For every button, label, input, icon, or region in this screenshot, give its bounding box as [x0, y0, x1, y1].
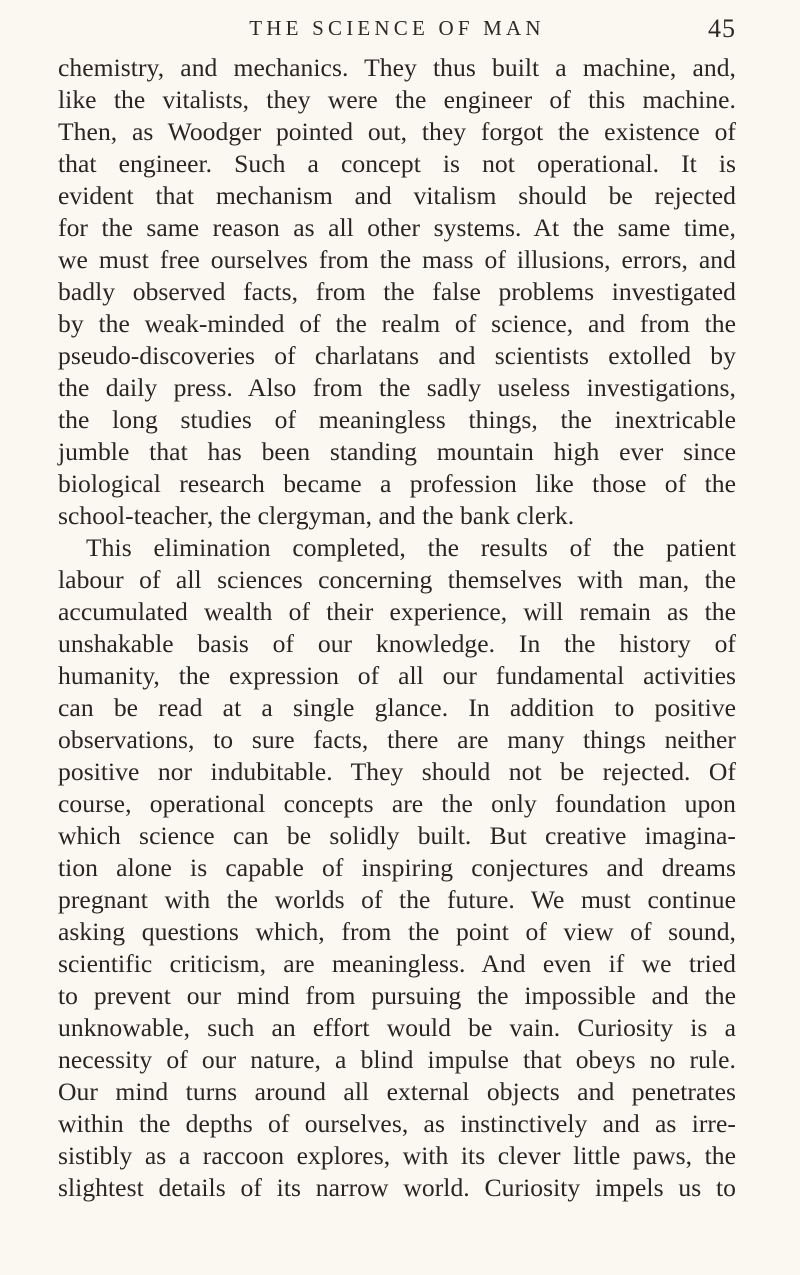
text-line: by the weak-minded of the realm of science, and from the: [58, 309, 736, 338]
running-title: THE SCIENCE OF MAN: [249, 16, 545, 40]
text-line: we must free ourselves from the mass of illusions, errors, and: [58, 245, 736, 274]
text-line: which science can be solidly built. But creative imagina-: [58, 821, 736, 850]
text-line: school-teacher, the clergyman, and the bank clerk.: [58, 501, 575, 530]
page-number: 45: [708, 14, 736, 43]
text-line: can be read at a single glance. In addition to positive: [58, 693, 736, 722]
text-line: biological research became a profession like those of the: [58, 469, 736, 498]
text-line: sistibly as a raccoon explores, with its clever little paws, the: [58, 1141, 736, 1170]
text-line: labour of all sciences concerning themselves with man, the: [58, 565, 736, 594]
body-text: [58, 52, 736, 1204]
text-line: asking questions which, from the point of view of sound,: [58, 917, 736, 946]
text-line: unknowable, such an effort would be vain. Curiosity is a: [58, 1013, 736, 1042]
text-line: the daily press. Also from the sadly useless investigations,: [58, 373, 736, 402]
text-line: humanity, the expression of all our fundamental activities: [58, 661, 736, 690]
text-line: badly observed facts, from the false problems investigated: [58, 277, 736, 306]
text-line: pseudo-discoveries of charlatans and scientists extolled by: [58, 341, 736, 370]
text-line: Then, as Woodger pointed out, they forgot the existence of: [58, 117, 736, 146]
text-line: observations, to sure facts, there are many things neither: [58, 725, 736, 754]
text-line: evident that mechanism and vitalism should be rejected: [58, 181, 736, 210]
book-page: [58, 14, 736, 1204]
text-line: pregnant with the worlds of the future. We must continue: [58, 885, 736, 914]
text-line: jumble that has been standing mountain high ever since: [58, 437, 736, 466]
text-line: scientific criticism, are meaningless. And even if we tried: [58, 949, 736, 978]
text-line: unshakable basis of our knowledge. In the history of: [58, 629, 736, 658]
text-line: necessity of our nature, a blind impulse that obeys no rule.: [58, 1045, 736, 1074]
text-line: to prevent our mind from pursuing the impossible and the: [58, 981, 736, 1010]
text-line: within the depths of ourselves, as instinctively and as irre-: [58, 1109, 736, 1138]
text-line: chemistry, and mechanics. They thus built a machine, and,: [58, 53, 736, 82]
running-header: [58, 14, 736, 44]
text-line: course, operational concepts are the only foundation upon: [58, 789, 736, 818]
text-line: like the vitalists, they were the engineer of this machine.: [58, 85, 736, 114]
text-line: slightest details of its narrow world. Curiosity impels us to: [58, 1173, 736, 1202]
text-line: the long studies of meaningless things, the inextricable: [58, 405, 736, 434]
text-line: Our mind turns around all external objects and penetrates: [58, 1077, 736, 1106]
text-line: tion alone is capable of inspiring conjectures and dreams: [58, 853, 736, 882]
text-line: that engineer. Such a concept is not operational. It is: [58, 149, 736, 178]
text-line-paragraph-start: This elimination completed, the results of the patient: [86, 533, 736, 562]
text-line: for the same reason as all other systems. At the same time,: [58, 213, 736, 242]
text-line: positive nor indubitable. They should not be rejected. Of: [58, 757, 736, 786]
text-line: accumulated wealth of their experience, will remain as the: [58, 597, 736, 626]
